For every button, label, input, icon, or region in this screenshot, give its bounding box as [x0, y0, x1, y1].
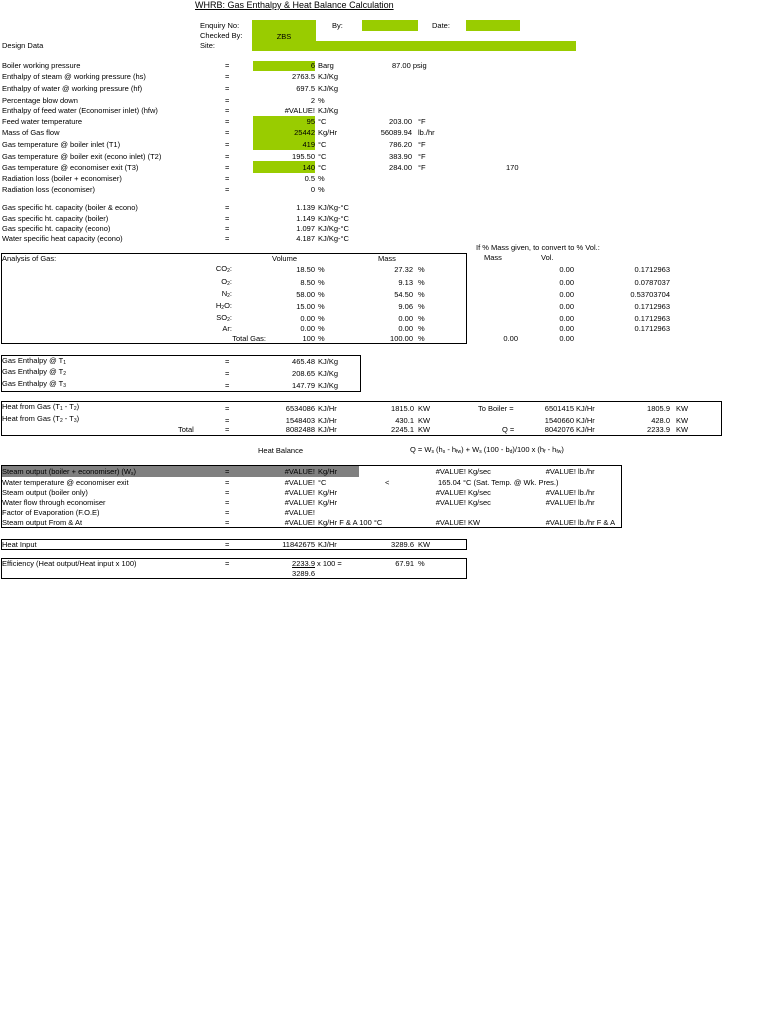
equals-sign: = [225, 540, 230, 549]
row-label: Water temperature @ economiser exit [2, 478, 129, 487]
value2: #VALUE! [435, 467, 466, 476]
by-label: By: [332, 21, 343, 30]
gas-name: Ar: [222, 324, 232, 333]
unit3: lb./hr [578, 467, 595, 476]
pressure-value: 6 [310, 61, 315, 70]
equals-sign: = [225, 478, 230, 487]
unit: % [418, 334, 425, 343]
equals-sign: = [225, 425, 230, 434]
value2: 6501415 [544, 404, 574, 413]
unit: % [418, 324, 425, 333]
value3: #VALUE! [545, 498, 576, 507]
analysis-title: Analysis of Gas: [2, 254, 57, 263]
mass-column-header: Mass [378, 254, 396, 263]
row-label: Gas temperature @ boiler exit (econo inlet) (T2) [2, 152, 162, 161]
value2: #VALUE! [435, 518, 466, 527]
unit: °C [318, 117, 327, 126]
factor-value: 0.1712963 [634, 265, 670, 274]
kw-value: 2245.1 [391, 425, 414, 434]
value: 208.65 [292, 369, 315, 378]
value: #VALUE! [284, 498, 315, 507]
equals-sign: = [225, 559, 230, 568]
mass-value: 0.00 [398, 314, 413, 323]
vol-conversion-total: 0.00 [559, 334, 574, 343]
design-data-label: Design Data [2, 41, 44, 50]
row-label: Mass of Gas flow [2, 128, 60, 137]
site-label: Site: [200, 41, 216, 50]
total-gas-label: Total Gas: [232, 334, 266, 343]
unit: KJ/Kg-°C [318, 203, 349, 212]
unit: KJ/Kg-°C [318, 234, 349, 243]
row-label: Heat from Gas $(T_2 - T_3)$ [2, 414, 80, 424]
efficiency-result: 67.91 [395, 559, 414, 568]
equals-sign: = [225, 467, 230, 476]
alt-value: 56089.94 [380, 128, 412, 137]
heat-input-unit: KJ/Hr [318, 540, 337, 549]
row-label: Factor of Evaporation (F.O.E) [2, 508, 100, 517]
value: 2 [310, 96, 315, 105]
kw-unit2: KW [676, 425, 689, 434]
heat-from-gas-box [1, 401, 722, 436]
mass-value: 0.00 [398, 324, 413, 333]
value: 4.187 [296, 234, 315, 243]
row-label: Gas specific ht. capacity (econo) [2, 224, 111, 233]
equals-sign: = [225, 72, 230, 81]
unit: °C [318, 152, 327, 161]
alt-value: 87.00 psig [392, 61, 427, 70]
value: 195.50 [292, 152, 315, 161]
volume-total: 100 [302, 334, 315, 343]
factor-value: 0.0787037 [634, 278, 670, 287]
alt-unit: °F [418, 117, 426, 126]
mass-conversion-total: 0.00 [503, 334, 518, 343]
value: 1.139 [296, 203, 315, 212]
equals-sign: = [225, 416, 230, 425]
value: 0 [310, 185, 315, 194]
row-label: Steam output (boiler + economiser) $(W_s)$ [2, 467, 137, 477]
to-boiler-label: To Boiler = [478, 404, 514, 413]
row-label: Gas specific ht. capacity (boiler) [2, 214, 109, 223]
heat-input-label: Heat Input [2, 540, 37, 549]
checked-by-label: Checked By: [200, 31, 243, 40]
date-input[interactable] [466, 20, 520, 31]
value: #VALUE! [284, 508, 315, 517]
row-label: Enthalpy of water @ working pressure (hf) [2, 84, 143, 93]
unit: % [318, 174, 325, 183]
extra-value: 170 [506, 163, 519, 172]
volume-value: 18.50 [296, 265, 315, 274]
vol-conversion: 0.00 [559, 324, 574, 333]
value3: #VALUE! [545, 467, 576, 476]
equals-sign: = [225, 404, 230, 413]
equals-sign: = [225, 96, 230, 105]
equals-sign: = [225, 61, 230, 70]
unit: KJ/Kg-°C [318, 214, 349, 223]
row-label: Radiation loss (boiler + economiser) [2, 174, 122, 183]
unit: Kg/Hr [318, 128, 338, 137]
value: 419 [302, 140, 315, 149]
row-label: Feed water temperature [2, 117, 83, 126]
unit: % [318, 314, 325, 323]
value: 95 [306, 117, 315, 126]
row-label: Enthalpy of feed water (Economiser inlet) (hfw) [2, 106, 158, 115]
mass-value: 27.32 [394, 265, 413, 274]
unit: KJ/Hr [318, 416, 337, 425]
row-label: Enthalpy of steam @ working pressure (hs) [2, 72, 146, 81]
unit: % [418, 278, 425, 287]
value: 140 [302, 163, 315, 172]
unit: % [318, 96, 325, 105]
value: #VALUE! [284, 106, 315, 115]
unit: KJ/Kg [318, 84, 339, 93]
row-label: Water specific heat capacity (econo) [2, 234, 123, 243]
unit: % [418, 290, 425, 299]
equals-sign: = [225, 84, 230, 93]
unit: KJ/Kg [318, 357, 339, 366]
row-label: Gas temperature @ economiser exit (T3) [2, 163, 139, 172]
vol-conversion: 0.00 [559, 302, 574, 311]
factor-value: 0.1712963 [634, 314, 670, 323]
value: #VALUE! [284, 488, 315, 497]
unit: % [318, 278, 325, 287]
unit: % [318, 185, 325, 194]
equals-sign: = [225, 203, 230, 212]
equals-sign: = [225, 152, 230, 161]
equals-sign: = [225, 163, 230, 172]
unit: % [318, 334, 325, 343]
row-label: Boiler working pressure [2, 61, 81, 70]
row-label: Heat from Gas $(T_1 - T_2)$ [2, 402, 80, 412]
unit: °C [318, 478, 327, 487]
value: 6534086 [285, 404, 315, 413]
row-label: Gas specific ht. capacity (boiler & econo) [2, 203, 138, 212]
mass-total: 100.00 [390, 334, 413, 343]
volume-value: 0.00 [300, 324, 315, 333]
value2: #VALUE! [435, 498, 466, 507]
unit: °C [318, 163, 327, 172]
heat-balance-formula: $Q = W_s$ $(h_s - h_{fw}) + W_s$ $(100 - b_d)/100$ x $(h_f - h_{fw})$ [410, 445, 564, 455]
heat-input-value: 11842675 [282, 540, 315, 549]
equals-sign: = [225, 369, 230, 378]
unit: °C [318, 140, 327, 149]
alt-unit: °F [418, 140, 426, 149]
kw-value: 430.1 [395, 416, 414, 425]
by-input[interactable] [362, 20, 418, 31]
unit2: KJ/Hr [576, 425, 595, 434]
unit: KJ/Hr [318, 404, 337, 413]
unit2: KJ/Hr [576, 404, 595, 413]
value: 697.5 [296, 84, 315, 93]
row-label: Steam output From & At [2, 518, 83, 527]
page-title: WHRB: Gas Enthalpy & Heat Balance Calculation [195, 0, 394, 10]
heat-input-kw: 3289.6 [391, 540, 414, 549]
value: 2763.5 [292, 72, 315, 81]
mass-value: 54.50 [394, 290, 413, 299]
kw-unit: KW [418, 404, 431, 413]
unit3: lb./hr [578, 498, 595, 507]
mass-value: 9.06 [398, 302, 413, 311]
row-label: Radiation loss (economiser) [2, 185, 95, 194]
equals-sign: = [225, 518, 230, 527]
gas-name: $H_2O$: [215, 301, 232, 311]
vol-conversion: 0.00 [559, 265, 574, 274]
equals-sign: = [225, 117, 230, 126]
date-label: Date: [432, 21, 450, 30]
equals-sign: = [225, 234, 230, 243]
equals-sign: = [225, 174, 230, 183]
unit: % [418, 265, 425, 274]
gas-name: $O_2$: [221, 277, 232, 287]
row-label: Percentage blow down [2, 96, 78, 105]
gas-name: $CO_2$: [215, 264, 232, 274]
unit: % [418, 302, 425, 311]
value: 8082488 [285, 425, 315, 434]
volume-value: 0.00 [300, 314, 315, 323]
value: #VALUE! [284, 478, 315, 487]
value: 147.79 [292, 381, 315, 390]
kw-value2: 428.0 [651, 416, 670, 425]
alt-value: 284.00 [389, 163, 412, 172]
unit: Barg [318, 61, 334, 70]
mass-value: 9.13 [398, 278, 413, 287]
vol-conversion: 0.00 [559, 290, 574, 299]
sat-temp-note: 165.04 °C (Sat. Temp. @ Wk. Pres.) [438, 478, 559, 487]
equals-sign: = [225, 106, 230, 115]
value: #VALUE! [284, 467, 315, 476]
value3: #VALUE! [545, 488, 576, 497]
kw-unit: KW [418, 425, 431, 434]
kw-value2: 1805.9 [647, 404, 670, 413]
alt-unit: lb./hr [418, 128, 435, 137]
kw-unit: KW [418, 416, 431, 425]
efficiency-times: x 100 = [317, 559, 342, 568]
row-label: Gas Enthalpy @ $T_2$ [2, 367, 67, 377]
volume-value: 58.00 [296, 290, 315, 299]
factor-value: 0.1712963 [634, 302, 670, 311]
value3: #VALUE! [545, 518, 576, 527]
kw-unit2: KW [676, 404, 689, 413]
kw-value: 1815.0 [391, 404, 414, 413]
vol-conversion: 0.00 [559, 278, 574, 287]
unit3: lb./hr F & A [578, 518, 616, 527]
unit3: lb./hr [578, 488, 595, 497]
alt-unit: °F [418, 163, 426, 172]
equals-sign: = [225, 214, 230, 223]
value2: 8042076 [544, 425, 574, 434]
value2: #VALUE! [435, 488, 466, 497]
value: 1548403 [285, 416, 315, 425]
unit: Kg/Hr [318, 498, 338, 507]
checked-by-value: ZBS [276, 32, 292, 41]
unit: % [318, 290, 325, 299]
unit: % [318, 302, 325, 311]
unit2: Kg/sec [468, 467, 491, 476]
vol-column-header: Vol. [541, 253, 554, 262]
value2: 1540660 [544, 416, 574, 425]
row-label: Gas temperature @ boiler inlet (T1) [2, 140, 121, 149]
efficiency-numerator: 2233.9 [292, 559, 315, 568]
unit: KJ/Kg-°C [318, 224, 349, 233]
unit2: KJ/Hr [576, 416, 595, 425]
total-label: Total [178, 425, 194, 434]
alt-value: 383.90 [389, 152, 412, 161]
equals-sign: = [225, 224, 230, 233]
equals-sign: = [225, 381, 230, 390]
value: 465.48 [292, 357, 315, 366]
factor-value: 0.53703704 [630, 290, 670, 299]
unit: KJ/Kg [318, 106, 339, 115]
volume-value: 8.50 [300, 278, 315, 287]
volume-column-header: Volume [272, 254, 298, 263]
heat-balance-title: Heat Balance [258, 446, 304, 455]
equals-sign: = [225, 498, 230, 507]
equals-sign: = [225, 488, 230, 497]
less-than-sign: < [385, 478, 390, 487]
row-label: Steam output (boiler only) [2, 488, 88, 497]
efficiency-label: Efficiency (Heat output/Heat input x 100) [2, 559, 137, 568]
gas-name: $N_2$: [221, 289, 232, 299]
mass-column-header: Mass [484, 253, 502, 262]
row-label: Gas Enthalpy @ $T_3$ [2, 379, 67, 389]
value: 1.097 [296, 224, 315, 233]
kw-value2: 2233.9 [647, 425, 670, 434]
efficiency-denominator: 3289.6 [292, 569, 315, 578]
unit: Kg/Hr F & A 100 °C [318, 518, 383, 527]
unit: % [318, 324, 325, 333]
unit: % [418, 314, 425, 323]
vol-conversion: 0.00 [559, 314, 574, 323]
unit2: Kg/sec [468, 498, 491, 507]
unit2: Kg/sec [468, 488, 491, 497]
equals-sign: = [225, 185, 230, 194]
alt-value: 203.00 [389, 117, 412, 126]
gas-name: $SO_2$: [216, 313, 232, 323]
conversion-note: If % Mass given, to convert to % Vol.: [476, 243, 600, 252]
site-input[interactable] [252, 41, 576, 51]
unit: % [318, 265, 325, 274]
unit: KJ/Kg [318, 72, 339, 81]
equals-sign: = [225, 140, 230, 149]
equals-sign: = [225, 357, 230, 366]
enquiry-label: Enquiry No: [200, 21, 240, 30]
unit: Kg/Hr [318, 488, 338, 497]
value: 1.149 [296, 214, 315, 223]
q-label: Q = [502, 425, 515, 434]
equals-sign: = [225, 128, 230, 137]
efficiency-unit: % [418, 559, 425, 568]
unit: Kg/Hr [318, 467, 338, 476]
value: 0.5 [304, 174, 315, 183]
factor-value: 0.1712963 [634, 324, 670, 333]
unit: KJ/Kg [318, 381, 339, 390]
kw-unit2: KW [676, 416, 689, 425]
alt-unit: °F [418, 152, 426, 161]
unit: KJ/Hr [318, 425, 337, 434]
equals-sign: = [225, 508, 230, 517]
row-label: Water flow through economiser [2, 498, 106, 507]
unit2: KW [468, 518, 481, 527]
row-label: Gas Enthalpy @ $T_1$ [2, 356, 67, 366]
heat-input-kw-unit: KW [418, 540, 431, 549]
value: 25442 [294, 128, 315, 137]
unit: KJ/Kg [318, 369, 339, 378]
value: #VALUE! [284, 518, 315, 527]
volume-value: 15.00 [296, 302, 315, 311]
alt-value: 786.20 [389, 140, 412, 149]
